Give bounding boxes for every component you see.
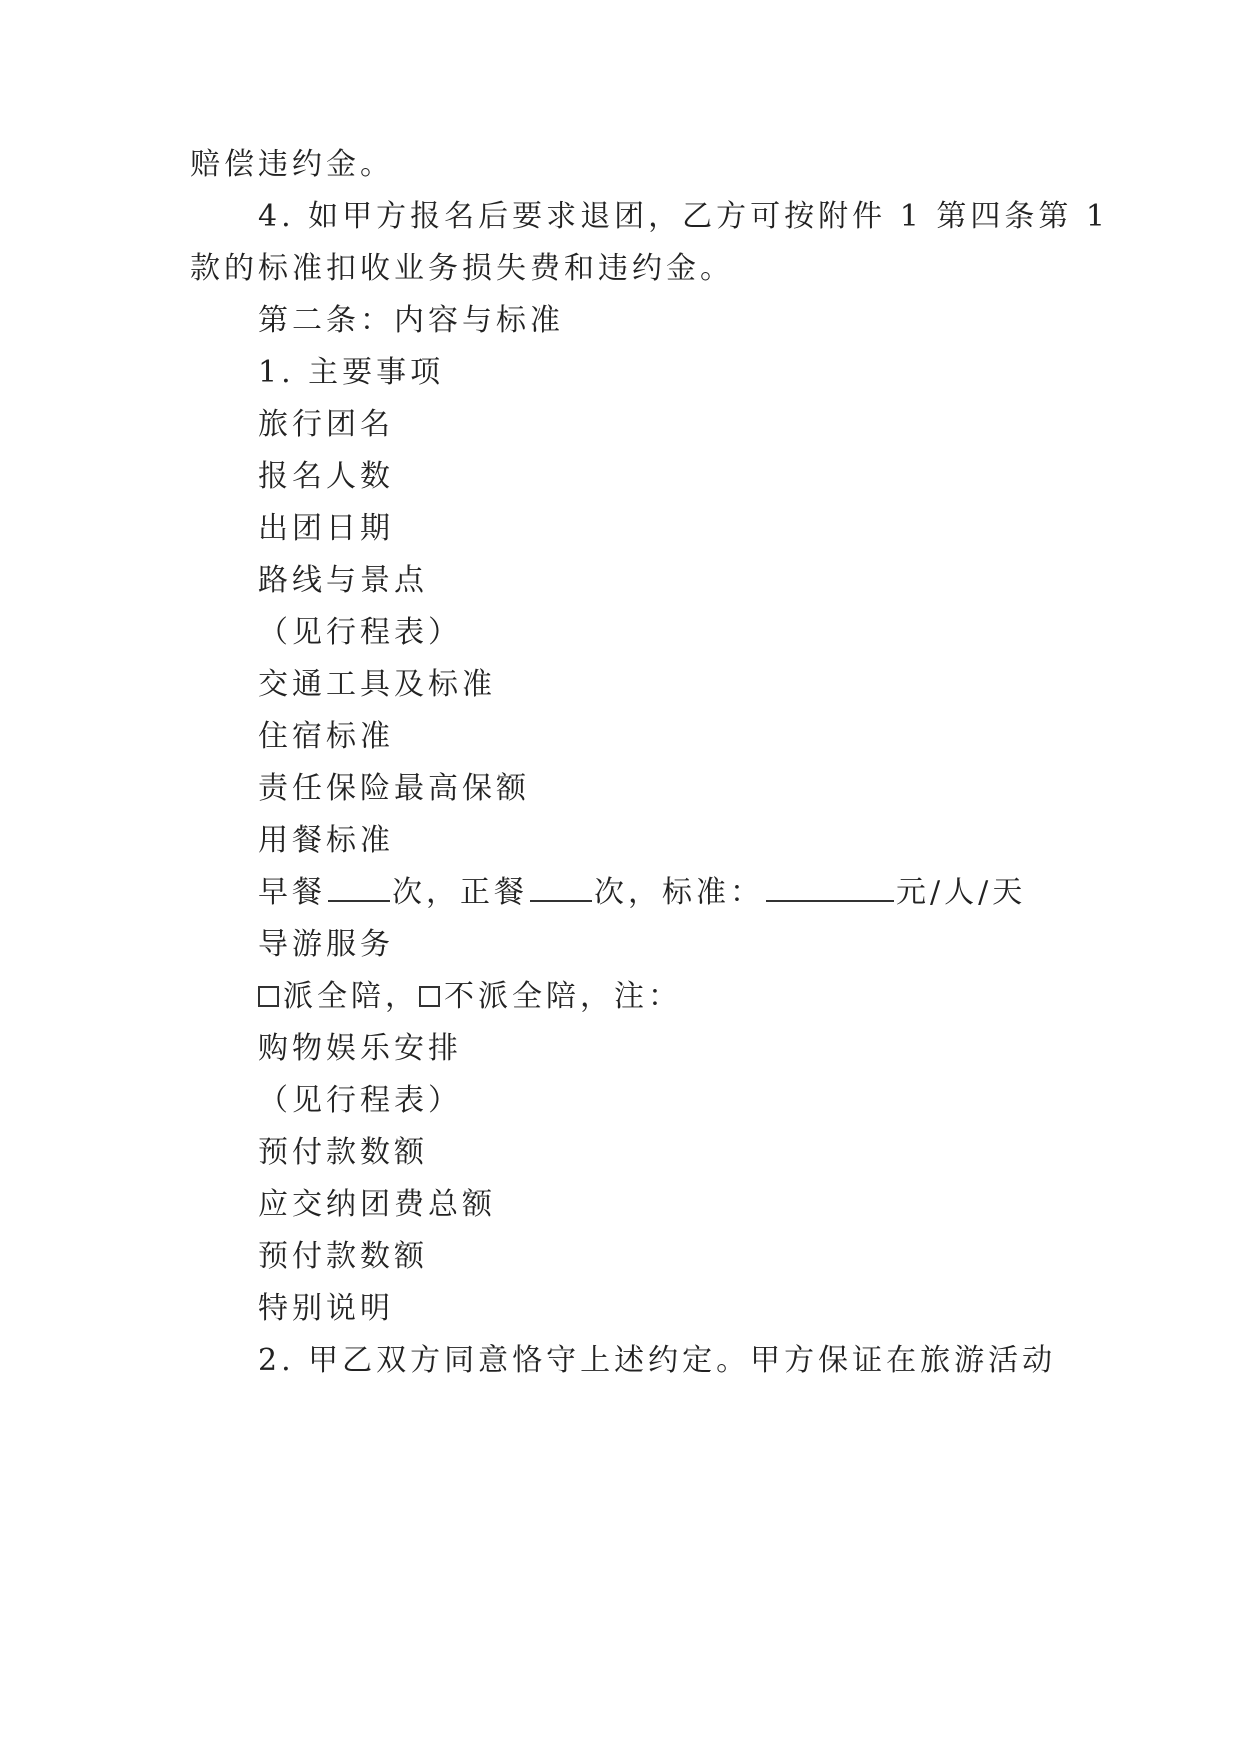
standard-label: 次，标准： — [594, 875, 764, 910]
text-line: 报名人数 — [258, 459, 394, 494]
text-line: 住宿标准 — [258, 719, 394, 754]
meal-price-blank[interactable] — [766, 874, 894, 902]
text-line: 责任保险最高保额 — [258, 771, 530, 806]
text-line: 导游服务 — [258, 927, 394, 962]
full-escort-label: 派全陪， — [283, 979, 419, 1014]
main-meal-label: 次，正餐 — [392, 875, 528, 910]
text-line: （见行程表） — [258, 615, 462, 650]
guide-options-line — [258, 977, 682, 1017]
text-line: 用餐标准 — [258, 823, 394, 858]
text-line: 4. 如甲方报名后要求退团，乙方可按附件 1 第四条第 1 — [258, 199, 1109, 234]
main-meal-count-blank[interactable] — [530, 874, 592, 902]
text-line: 款的标准扣收业务损失费和违约金。 — [190, 251, 734, 286]
text-line: 旅行团名 — [258, 407, 394, 442]
text-line: 购物娱乐安排 — [258, 1031, 462, 1066]
text-line: 1. 主要事项 — [258, 355, 445, 390]
text-line: 应交纳团费总额 — [258, 1187, 496, 1222]
text-line: 交通工具及标准 — [258, 667, 496, 702]
text-line: 预付款数额 — [258, 1239, 428, 1274]
text-line: （见行程表） — [258, 1083, 462, 1118]
section-heading: 第二条：内容与标准 — [258, 303, 564, 338]
text-line: 特别说明 — [258, 1291, 394, 1326]
breakfast-label: 早餐 — [258, 875, 326, 910]
full-escort-checkbox[interactable] — [258, 986, 279, 1007]
text-line: 赔偿违约金。 — [190, 147, 394, 182]
meal-standard-line — [258, 873, 1026, 913]
text-line: 预付款数额 — [258, 1135, 428, 1170]
no-full-escort-checkbox[interactable] — [419, 986, 440, 1007]
no-full-escort-label: 不派全陪，注： — [444, 979, 682, 1014]
text-line: 路线与景点 — [258, 563, 428, 598]
breakfast-count-blank[interactable] — [328, 874, 390, 902]
text-line: 出团日期 — [258, 511, 394, 546]
text-line: 2. 甲乙双方同意恪守上述约定。甲方保证在旅游活动 — [258, 1343, 1057, 1378]
price-unit: 元/人/天 — [896, 875, 1027, 910]
